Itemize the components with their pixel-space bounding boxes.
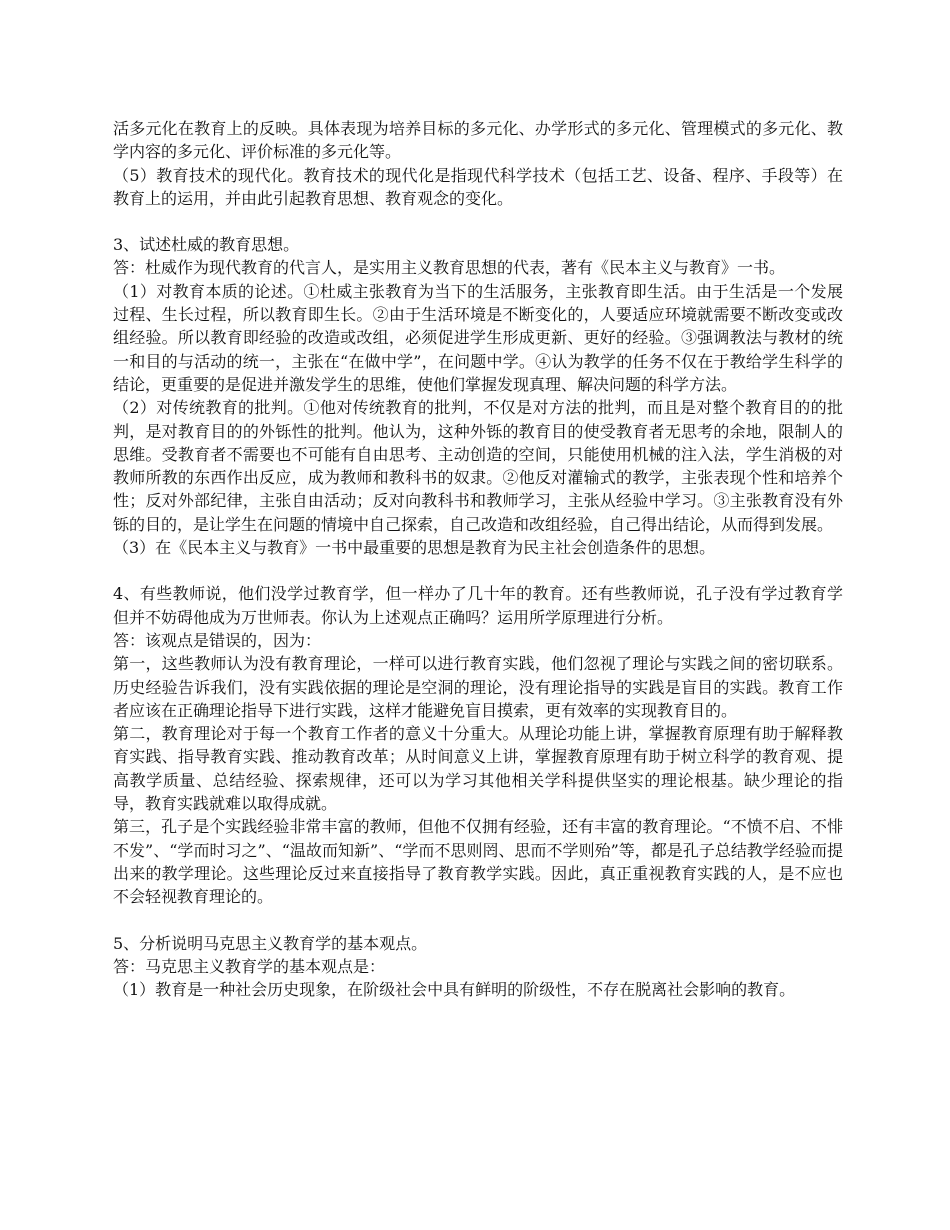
- question-3-answer-intro: 答：杜威作为现代教育的代言人，是实用主义教育思想的代表，著有《民本主义与教育》一书。: [113, 258, 786, 278]
- question-4-point-third: 第三，孔子是个实践经验非常丰富的教师，但他不仅拥有经验，还有丰富的教育理论。“不愤不启、不悱不发”、“学而时习之”、“温故而知新”、“学而不思则罔、思而不学则殆”等，都是孔子总结教学经验而提出来的教学理论。这些理论反过来直接指导了教育教学实践。因此，真正重视教育实践的人，是不应也不会轻视教育理论的。: [113, 817, 843, 907]
- paragraph-spacer: [113, 210, 843, 233]
- question-5-heading: 5、分析说明马克思主义教育学的基本观点。: [113, 933, 428, 953]
- paragraph-point-5-modernization: （5）教育技术的现代化。教育技术的现代化是指现代科学技术（包括工艺、设备、程序、手段等）在教育上的运用，并由此引起教育思想、教育观念的变化。: [113, 165, 843, 208]
- question-5-point-1: （1）教育是一种社会历史现象，在阶级社会中具有鲜明的阶级性，不存在脱离社会影响的教育。: [113, 980, 796, 1000]
- question-3-point-3: （3）在《民本主义与教育》一书中最重要的思想是教育为民主社会创造条件的思想。: [113, 538, 716, 558]
- question-5-answer-intro: 答：马克思主义教育学的基本观点是：: [113, 956, 386, 976]
- question-3-heading: 3、试述杜威的教育思想。: [113, 235, 300, 255]
- paragraph-spacer: [113, 909, 843, 932]
- question-4-point-first: 第一，这些教师认为没有教育理论，一样可以进行教育实践，他们忽视了理论与实践之间的密切联系。历史经验告诉我们，没有实践依据的理论是空洞的理论，没有理论指导的实践是盲目的实践。教育工作者应该在正确理论指导下进行实践，这样才能避免盲目摸索，更有效率的实现教育目的。: [113, 654, 843, 720]
- question-4-heading: 4、有些教师说，他们没学过教育学，但一样办了几十年的教育。还有些教师说，孔子没有学过教育学但并不妨碍他成为万世师表。你认为上述观点正确吗？运用所学原理进行分析。: [113, 584, 843, 627]
- question-3-point-1: （1）对教育本质的论述。①杜威主张教育为当下的生活服务，主张教育即生活。由于生活是一个发展过程、生长过程，所以教育即生长。②由于生活环境是不断变化的，人要适应环境就需要不断改变或改组经验。所以教育即经验的改造或改组，必须促进学生形成更新、更好的经验。③强调教法与教材的统一和目的与活动的统一，主张在“在做中学”，在问题中学。④认为教学的任务不仅在于教给学生科学的结论，更重要的是促进并激发学生的思维，使他们掌握发现真理、解决问题的科学方法。: [113, 281, 843, 394]
- paragraph-pluralization-continued: 活多元化在教育上的反映。具体表现为培养目标的多元化、办学形式的多元化、管理模式的多元化、教学内容的多元化、评价标准的多元化等。: [113, 119, 843, 162]
- question-3-point-2: （2）对传统教育的批判。①他对传统教育的批判，不仅是对方法的批判，而且是对整个教育目的的批判，是对教育目的的外铄性的批判。他认为，这种外铄的教育目的使受教育者无思考的余地，限制人的思维。受教育者不需要也不可能有自由思考、主动创造的空间，只能使用机械的注入法，学生消极的对教师所教的东西作出反应，成为教师和教科书的奴隶。②他反对灌输式的教学，主张表现个性和培养个性；反对外部纪律，主张自由活动；反对向教科书和教师学习，主张从经验中学习。③主张教育没有外铄的目的，是让学生在问题的情境中自己探索，自己改造和改组经验，自己得出结论，从而得到发展。: [113, 398, 843, 534]
- document-page: [113, 117, 843, 1001]
- paragraph-spacer: [113, 559, 843, 582]
- question-4-point-second: 第二，教育理论对于每一个教育工作者的意义十分重大。从理论功能上讲，掌握教育原理有助于解释教育实践、指导教育实践、推动教育改革；从时间意义上讲，掌握教育原理有助于树立科学的教育观、提高教学质量、总结经验、探索规律，还可以为学习其他相关学科提供坚实的理论根基。缺少理论的指导，教育实践就难以取得成就。: [113, 724, 843, 814]
- question-4-answer-intro: 答：该观点是错误的，因为：: [113, 630, 322, 650]
